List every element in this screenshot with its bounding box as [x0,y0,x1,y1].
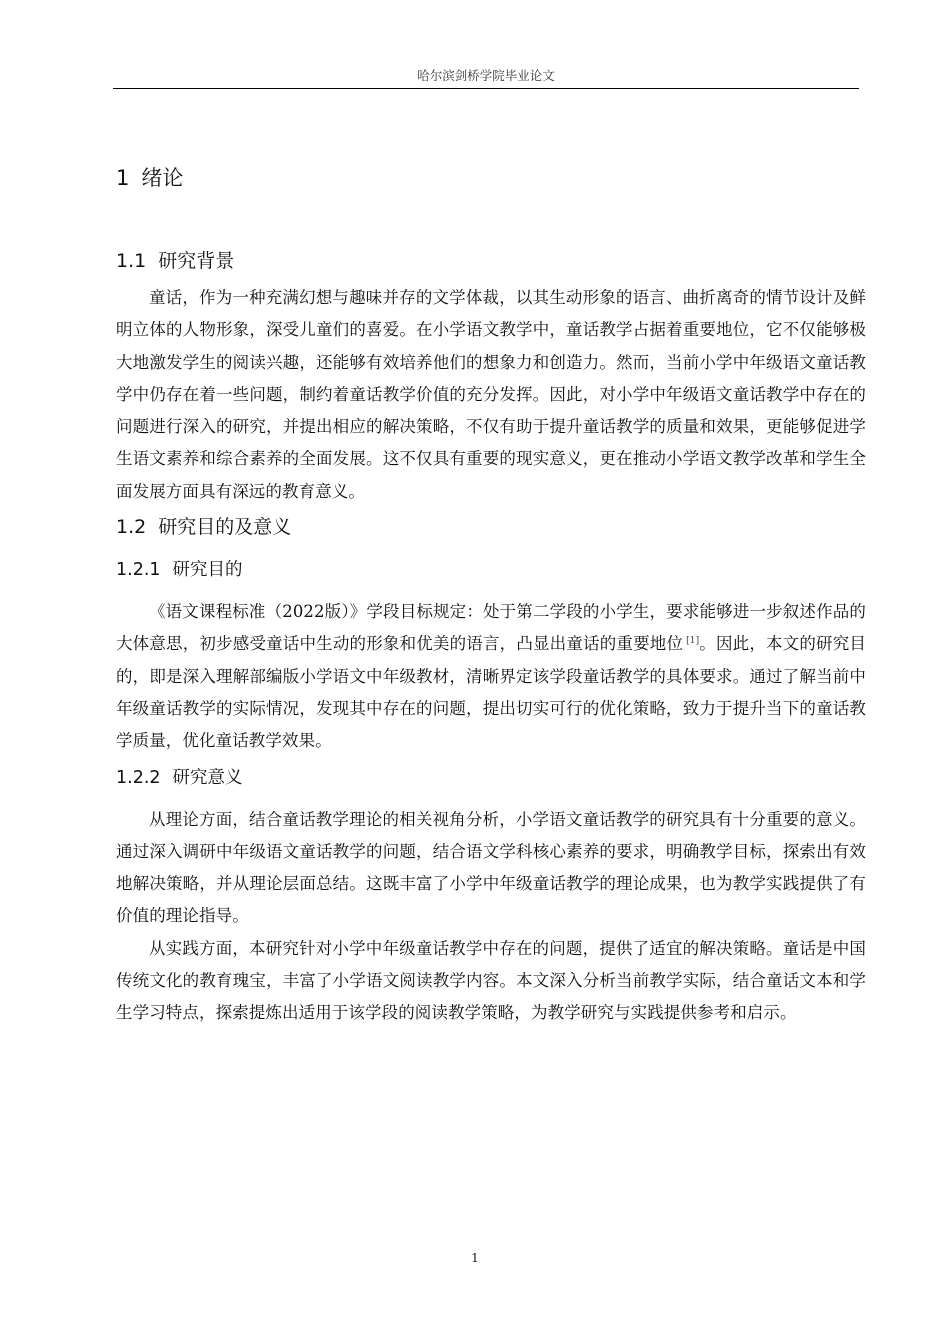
paragraph-text: 《语文课程标准（2022版）》学段目标规定：处于第二学段的小学生，要求能够进一步叙述作品的大体意思，初步感受童话中生动的形象和优美的语言，凸显出童话的重要地位 [116,602,866,654]
paragraph-text: 。因此，本文的研究目的，即是深入理解部编版小学语文中年级教材，清晰界定该学段童话教学的具体要求。通过了解当前中年级童话教学的实际情况，发现其中存在的问题，提出切实可行的优化策略，致力于提升当下的童话教学质量，优化童话教学效果。 [116,634,867,751]
paragraph-practical-significance: 从实践方面，本研究针对小学中年级童话教学中存在的问题，提供了适宜的解决策略。童话是中国传统文化的教育瑰宝，丰富了小学语文阅读教学内容。本文深入分析当前教学实际，结合童话文本和学生学习特点，探索提炼出适用于该学段的阅读教学策略，为教学研究与实践提供参考和启示。 [116,938,866,1023]
subsection-heading-1-2-2 [116,762,866,794]
subsection-number: 1.2.1 [116,560,161,581]
subsection-title: 研究目的 [172,560,243,581]
section-heading-1-1 [116,244,866,278]
subsection-number: 1.2.2 [116,767,161,788]
paragraph-theoretical-significance: 从理论方面，结合童话教学理论的相关视角分析，小学语文童话教学的研究具有十分重要的意义。通过深入调研中年级语文童话教学的问题，结合语文学科核心素养的要求，明确教学目标，探索出有效地解决策略，并从理论层面总结。这既丰富了小学中年级童话教学的理论成果，也为教学实践提供了有价值的理论指导。 [116,809,866,926]
section-title: 研究目的及意义 [158,516,292,539]
section-heading-1-2 [116,510,866,544]
page-number: 1 [471,1250,479,1265]
subsection-heading-1-2-1 [116,554,866,586]
chapter-title: 绪论 [141,166,184,190]
subsection-title: 研究意义 [172,767,243,788]
paragraph-research-background: 童话，作为一种充满幻想与趣味并存的文学体裁，以其生动形象的语言、曲折离奇的情节设计及鲜明立体的人物形象，深受儿童们的喜爱。在小学语文教学中，童话教学占据着重要地位，它不仅能够极大地激发学生的阅读兴趣，还能够有效培养他们的想象力和创造力。然而，当前小学中年级语文童话教学中仍存在着一些问题，制约着童话教学价值的充分发挥。因此，对小学中年级语文童话教学中存在的问题进行深入的研究，并提出相应的解决策略，不仅有助于提升童话教学的质量和效果，更能够促进学生语文素养和综合素养的全面发展。这不仅具有重要的现实意义，更在推动小学语文教学改革和学生全面发展方面具有深远的教育意义。 [116,288,866,501]
chapter-heading [116,160,866,196]
header-rule [113,88,859,89]
paragraph-research-purpose [116,596,866,757]
citation-marker: [1] [686,635,700,646]
section-number: 1.2 [116,516,147,539]
document-body [116,160,866,1030]
section-title: 研究背景 [158,250,235,272]
page-header: 哈尔滨剑桥学院毕业论文 [417,68,555,83]
section-number: 1.1 [116,250,147,272]
chapter-number: 1 [116,166,130,190]
